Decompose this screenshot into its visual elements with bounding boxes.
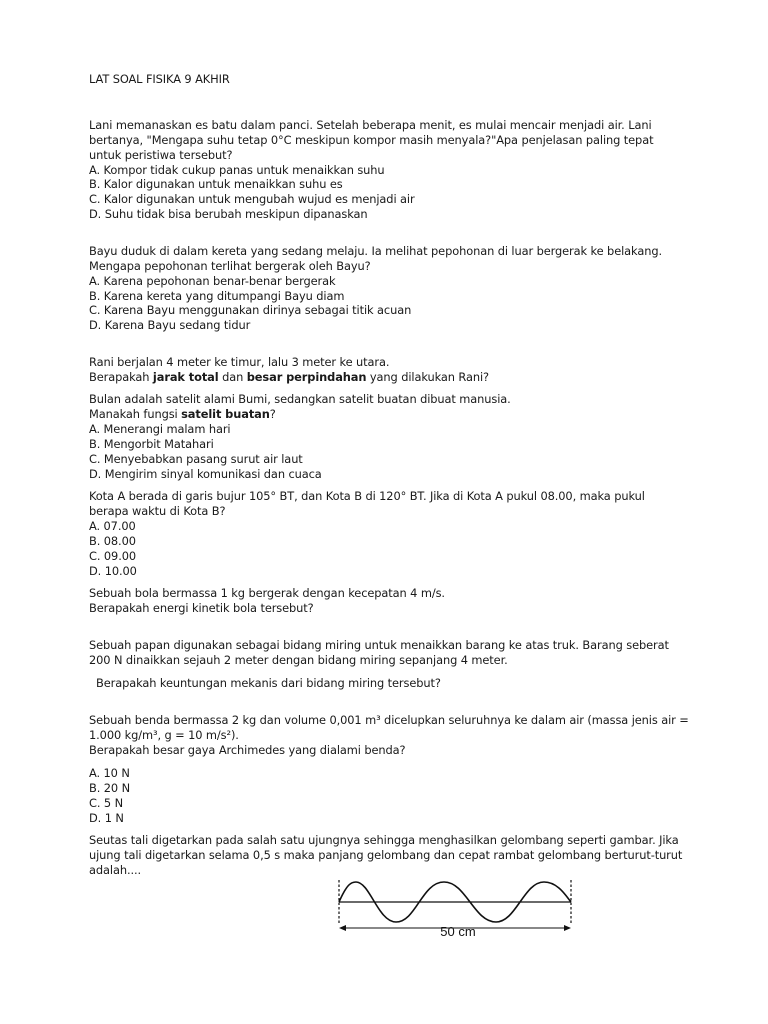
q2-text-line-1: Bayu duduk di dalam kereta yang sedang melaju. Ia melihat pepohonan di luar bergerak ke belakang. bbox=[89, 244, 662, 258]
q3-emphasis-displacement: besar perpindahan bbox=[246, 370, 367, 384]
q1-option-a: A. Kompor tidak cukup panas untuk menaikkan suhu bbox=[89, 163, 385, 177]
q7-text-line-3: Berapakah keuntungan mekanis dari bidang miring tersebut? bbox=[96, 676, 441, 690]
q2-option-a: A. Karena pepohonan benar-benar bergerak bbox=[89, 274, 336, 288]
q9-text-line-2: ujung tali digetarkan selama 0,5 s maka panjang gelombang dan cepat rambat gelombang berturut-turut bbox=[89, 848, 683, 862]
q3-emphasis-distance: jarak total bbox=[152, 370, 219, 384]
q2-option-c: C. Karena Bayu menggunakan dirinya sebagai titik acuan bbox=[89, 303, 412, 317]
wave-figure bbox=[330, 872, 580, 946]
q1-text-line-2: bertanya, "Mengapa suhu tetap 0°C meskipun kompor masih menyala?"Apa penjelasan paling tepat bbox=[89, 133, 654, 147]
q2-option-d: D. Karena Bayu sedang tidur bbox=[89, 318, 251, 332]
q8-text-line-3: Berapakah besar gaya Archimedes yang dialami benda? bbox=[89, 743, 406, 757]
q5-text-line-2: berapa waktu di Kota B? bbox=[89, 504, 226, 518]
q4-option-b: B. Mengorbit Matahari bbox=[89, 437, 214, 451]
dimension-arrow-left-icon bbox=[339, 925, 346, 931]
q2-option-b: B. Karena kereta yang ditumpangi Bayu diam bbox=[89, 289, 345, 303]
q8-text-line-2: 1.000 kg/m³, g = 10 m/s²). bbox=[89, 728, 239, 742]
q8-text-line-1: Sebuah benda bermassa 2 kg dan volume 0,001 m³ dicelupkan seluruhnya ke dalam air (massa jenis air = bbox=[89, 713, 689, 727]
document-title: LAT SOAL FISIKA 9 AKHIR bbox=[89, 72, 230, 86]
q4-text-line-2: Manakah fungsi satelit buatan? bbox=[89, 407, 276, 421]
q9-text-line-3: adalah.... bbox=[89, 863, 142, 877]
q6-text-line-1: Sebuah bola bermassa 1 kg bergerak dengan kecepatan 4 m/s. bbox=[89, 586, 445, 600]
q8-option-d: D. 1 N bbox=[89, 811, 124, 825]
q4-text-line-1: Bulan adalah satelit alami Bumi, sedangkan satelit buatan dibuat manusia. bbox=[89, 392, 511, 406]
q1-option-c: C. Kalor digunakan untuk mengubah wujud es menjadi air bbox=[89, 192, 415, 206]
q4-option-a: A. Menerangi malam hari bbox=[89, 422, 231, 436]
q1-text-line-1: Lani memanaskan es batu dalam panci. Setelah beberapa menit, es mulai mencair menjadi air. Lani bbox=[89, 118, 652, 132]
q5-text-line-1: Kota A berada di garis bujur 105° BT, dan Kota B di 120° BT. Jika di Kota A pukul 08.00, maka pukul bbox=[89, 489, 645, 503]
q7-text-line-2: 200 N dinaikkan sejauh 2 meter dengan bidang miring sepanjang 4 meter. bbox=[89, 653, 508, 667]
q8-option-c: C. 5 N bbox=[89, 796, 123, 810]
q8-option-a: A. 10 N bbox=[89, 766, 130, 780]
q5-option-c: C. 09.00 bbox=[89, 549, 137, 563]
q4-emphasis: satelit buatan bbox=[181, 407, 270, 421]
q3-text-line-1: Rani berjalan 4 meter ke timur, lalu 3 meter ke utara. bbox=[89, 355, 390, 369]
wave-diagram bbox=[330, 872, 580, 932]
q1-option-b: B. Kalor digunakan untuk menaikkan suhu es bbox=[89, 177, 343, 191]
q7-text-line-1: Sebuah papan digunakan sebagai bidang miring untuk menaikkan barang ke atas truk. Barang seberat bbox=[89, 638, 669, 652]
q5-option-a: A. 07.00 bbox=[89, 519, 136, 533]
wave-length-label: 50 cm bbox=[440, 924, 476, 939]
q4-option-d: D. Mengirim sinyal komunikasi dan cuaca bbox=[89, 467, 322, 481]
q9-text-line-1: Seutas tali digetarkan pada salah satu ujungnya sehingga menghasilkan gelombang seperti gambar. Jika bbox=[89, 833, 679, 847]
q3-text-line-2: Berapakah jarak total dan besar perpindahan yang dilakukan Rani? bbox=[89, 370, 489, 384]
q4-option-c: C. Menyebabkan pasang surut air laut bbox=[89, 452, 303, 466]
q5-option-d: D. 10.00 bbox=[89, 564, 137, 578]
q2-text-line-2: Mengapa pepohonan terlihat bergerak oleh Bayu? bbox=[89, 259, 371, 273]
q6-text-line-2: Berapakah energi kinetik bola tersebut? bbox=[89, 601, 314, 615]
q1-text-line-3: untuk peristiwa tersebut? bbox=[89, 148, 233, 162]
q5-option-b: B. 08.00 bbox=[89, 534, 136, 548]
q8-option-b: B. 20 N bbox=[89, 781, 130, 795]
q1-option-d: D. Suhu tidak bisa berubah meskipun dipanaskan bbox=[89, 207, 368, 221]
dimension-arrow-right-icon bbox=[564, 925, 571, 931]
